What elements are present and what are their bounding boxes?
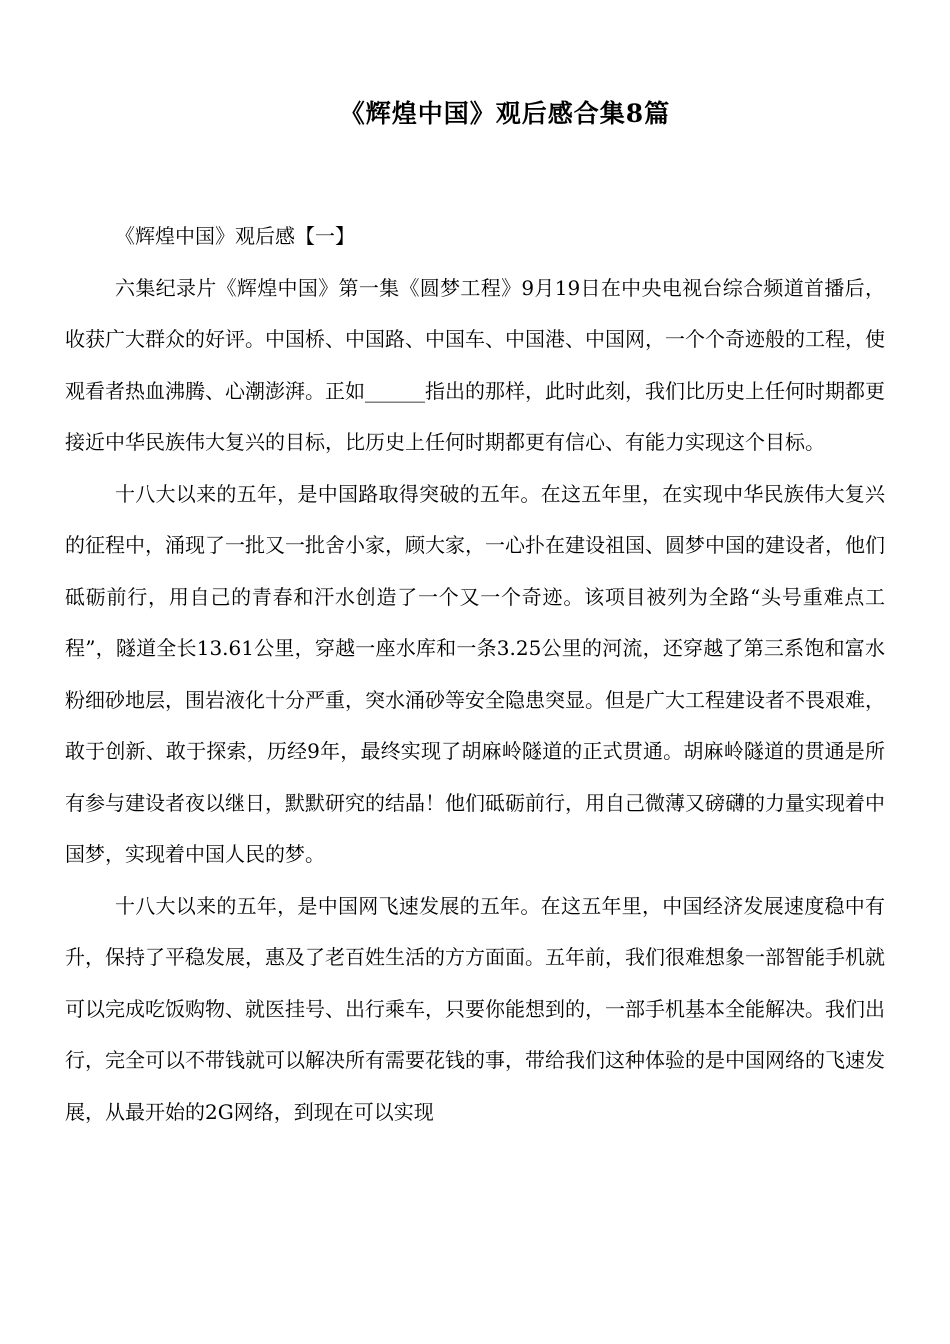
document-title: 《辉煌中国》观后感合集8篇 [339,99,671,128]
paragraph: 十八大以来的五年，是中国网飞速发展的五年。在这五年里，中国经济发展速度稳中有升，保持了平稳发展，惠及了老百姓生活的方方面面。五年前，我们很难想象一部智能手机就可以完成吃饭购物、就医挂号、出行乘车，只要你能想到的，一部手机基本全能解决。我们出行，完全可以不带钱就可以解决所有需要花钱的事，带给我们这种体验的是中国网络的飞速发展，从最开始的2G网络，到现在可以实现 [65,893,885,1124]
paragraph: 六集纪录片《辉煌中国》第一集《圆梦工程》9月19日在中央电视台综合频道首播后，收获广大群众的好评。中国桥、中国路、中国车、中国港、中国网，一个个奇迹般的工程，使观看者热血沸腾、心潮澎湃。正如______指出的那样，此时此刻，我们比历史上任何时期都更接近中华民族伟大复兴的目标，比历史上任何时期都更有信心、有能力实现这个目标。 [65,275,885,454]
section-heading: 《辉煌中国》观后感【一】 [115,224,355,248]
document-body [65,211,885,1138]
paragraph: 十八大以来的五年，是中国路取得突破的五年。在这五年里，在实现中华民族伟大复兴的征程中，涌现了一批又一批舍小家，顾大家，一心扑在建设祖国、圆梦中国的建设者，他们砥砺前行，用自己的青春和汗水创造了一个又一个奇迹。该项目被列为全路“头号重难点工程”，隧道全长13.61公里，穿越一座水库和一条3.25公里的河流，还穿越了第三系饱和富水粉细砂地层，围岩液化十分严重，突水涌砂等安全隐患突显。但是广大工程建设者不畏艰难，敢于创新、敢于探索，历经9年，最终实现了胡麻岭隧道的正式贯通。胡麻岭隧道的贯通是所有参与建设者夜以继日，默默研究的结晶！他们砥砺前行，用自己微薄又磅礴的力量实现着中国梦，实现着中国人民的梦。 [65,481,885,866]
